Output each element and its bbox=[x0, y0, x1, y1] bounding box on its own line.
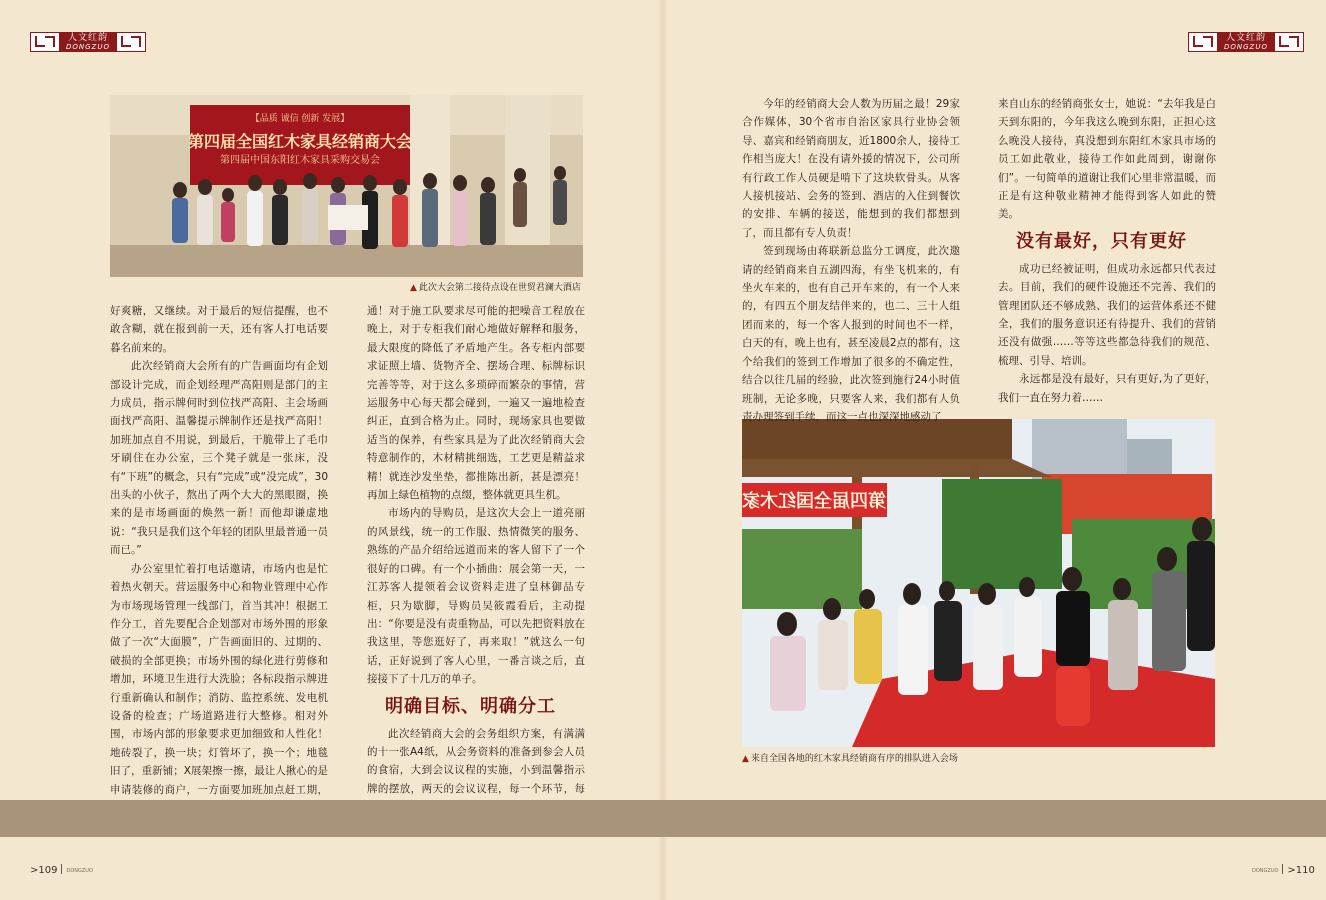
paragraph: 此次经销商大会的会务组织方案，有满满的十一张A4纸，从会务资料的准备到参会人员的食宿，大到会议议程的实施，小到温馨指示牌的摆放，两天的会议议程，每一个环节，每 bbox=[367, 727, 585, 795]
section-heading: 没有最好，只有更好 bbox=[1016, 230, 1187, 252]
paragraph: 签到现场由蒋联新总监分工调度，此次邀请的经销商来自五湖四海，有坐飞机来的，有坐火车来的，也有自己开车来的，有一个人来的，有四五个朋友结伴来的，也二、三十人组团而来的，每一个客人报到的时间也不一样，白天的有，晚上也有，甚至凌晨2点的都有，这个给我们的签到工作增加了很多的不确定性，结合以往几届的经验，此次签到施行24小时值班制，无论多晚，只要客人来，我们都有人负责办理签到手续，而这一点也深深地感动了 bbox=[742, 245, 960, 423]
paragraph: 市场内的导购员，是这次大会上一道亮丽的风景线，统一的工作服、热情微笑的服务、熟练的产品介绍给远道而来的客人留下了一个很好的口碑。有一个小插曲：展会第一天，一江苏客人提领着会议资料走进了皇林御品专柜，只为歇脚，导购员吴筱霞看后，主动提出：“你要是没有责重物品，可以先把资料放在我这里，等您逛好了，再来取！”就这么一句话，正好说到了客人心里，一番言谈之后，直接接下了十几万的单子。 bbox=[367, 507, 585, 686]
section-title-en: DONGZUO bbox=[1224, 43, 1268, 51]
section-banner-right bbox=[1188, 32, 1304, 52]
fret-ornament-icon bbox=[1274, 32, 1304, 52]
divider bbox=[61, 864, 62, 874]
divider bbox=[1282, 864, 1283, 874]
paragraph: 好爽糖，又继续。对于最后的短信提醒，也不敢含糊，就在报到前一天，还有客人打电话要暮名前来的。 bbox=[110, 305, 328, 354]
photo2-banner-text: 第四届全国红木家 bbox=[742, 491, 886, 512]
paragraph: 来自山东的经销商张女士，她说：“去年我是白天到东阳的，今年我这么晚到东阳，正担心这么晚没人接待，真没想到东阳红木家具市场的员工如此敬业，接待工作如此周到，谢谢你们”。一句简单的道谢让我们心里非常温暖，而正是有这种敬业精神才能得到客人如此的赞美。 bbox=[998, 98, 1216, 221]
photo1-banner-top: 【品质 诚信 创新 发展】 bbox=[250, 114, 350, 124]
section-title-en: DONGZUO bbox=[66, 43, 110, 51]
text-column-1 bbox=[110, 302, 328, 836]
paragraph: 此次经销商大会所有的广告画面均有企划部设计完成，而企划经理严高阳则是部门的主力成员，指示牌何时到位找严高阳、主会场画面找严高阳、温馨提示牌制作还是找严高阳！加班加点自不用说，到最后，干脆带上了毛巾牙刷住在办公室，三个凳子就是一张床，没有“下班”的概念，只有“完成”或“没完成”，30出头的小伙子，熬出了两个大大的黑眼圈，换来的是市场画面的焕然一新！而他却谦虚地说：“我只是我们这个年轻的团队里最普通一员而已。” bbox=[110, 360, 328, 557]
page-number-right: DONGZUO >110 bbox=[1252, 865, 1315, 876]
section-heading: 明确目标、明确分工 bbox=[385, 695, 556, 717]
footer-band bbox=[0, 800, 1326, 837]
fret-ornament-icon bbox=[1188, 32, 1218, 52]
page-spine bbox=[658, 0, 668, 900]
section-banner-left bbox=[30, 32, 146, 52]
triangle-marker-icon: ▲ bbox=[410, 283, 417, 293]
paragraph: 永远都是没有最好，只有更好,为了更好，我们一直在努力着…… bbox=[998, 373, 1216, 404]
section-title-cn: 人文红韵 bbox=[1225, 33, 1266, 43]
text-column-3 bbox=[742, 95, 960, 426]
photo1-banner-sub: 第四届中国东阳红木家具采购交易会 bbox=[220, 155, 380, 166]
fret-ornament-icon bbox=[30, 32, 60, 52]
photo-reception-hall bbox=[110, 95, 583, 277]
text-column-2 bbox=[367, 302, 585, 817]
triangle-marker-icon: ▲ bbox=[742, 754, 749, 764]
section-title-cn: 人文红韵 bbox=[67, 33, 108, 43]
fret-ornament-icon bbox=[116, 32, 146, 52]
paragraph: 办公室里忙着打电话邀请，市场内也是忙着热火朝天。营运服务中心和物业管理中心作为市场现场管理一线部门，首当其冲！根据工作分工，首先要配合企划部对市场外围的形象做了一次“大面膜”，广告画面旧的、过期的、破损的全部更换；市场外围的绿化进行剪修和增加，环境卫生进行大洗脸；各标段指示牌进行重新确认和制作；消防、监控系统、发电机设备的检查；广场道路进行大整修。相对外围，市场内部的形象要求更加细致和人性化！地砖裂了，换一块；灯管坏了，换一个；地毯旧了，重新铺；X展架擦一擦，最让人揪心的是申请装修的商户，一方面要加班加点赶工期， bbox=[110, 562, 328, 796]
photo2-caption: ▲ 来自全国各地的红木家具经销商有序的排队进入会场 bbox=[742, 754, 958, 764]
photo1-banner-title: 第四届全国红木家具经销商大会 bbox=[187, 132, 413, 151]
photo-queue-entrance bbox=[742, 419, 1215, 747]
page-number-left: >109 DONGZUO bbox=[30, 865, 93, 876]
paragraph: 今年的经销商大会人数为历届之最！29家合作媒体，30个省市自治区家具行业协会领导、嘉宾和经销商朋友，近1800余人，接待工作相当庞大！在没有请外援的情况下，公司所有行政工作人员硬是啃下了这块软骨头。从客人接机接站、会务的签到、酒店的入住到餐饮的安排、车辆的接送，能想到的我们都想到了，而且都有专人负责！ bbox=[742, 98, 960, 239]
paragraph: 通！对于施工队要求尽可能的把噪音工程放在晚上，对于专柜我们耐心地做好解释和服务，最大限度的降低了矛盾地产生。各专柜内部要求证照上墙、货物齐全、摆场合理、标牌标识完善等等，对于这么多琐碎而繁杂的事情，营运服务中心每天都会碰到，一遍又一遍地检查纠正，直到合格为止。同时，现场家具也要做适当的保养，有些家具是为了此次经销商大会特意制作的，木材精挑细选，工艺更是精益求精！就连沙发坐垫，都推陈出新，甚是漂亮！再加上绿色植物的点缀，整体就更具生机。 bbox=[367, 305, 585, 502]
paragraph: 成功已经被证明，但成功永远都只代表过去。目前，我们的硬件设施还不完善、我们的管理团队还不够成熟、我们的运营体系还不健全，我们的服务意识还有待提升、我们的营销还没有做强……等等这些都急待我们的规范、梳理、引导、培训。 bbox=[998, 262, 1216, 367]
text-column-4 bbox=[998, 95, 1216, 407]
photo1-caption: ▲ 此次大会第二接待点设在世贸君澜大酒店 bbox=[410, 283, 581, 293]
